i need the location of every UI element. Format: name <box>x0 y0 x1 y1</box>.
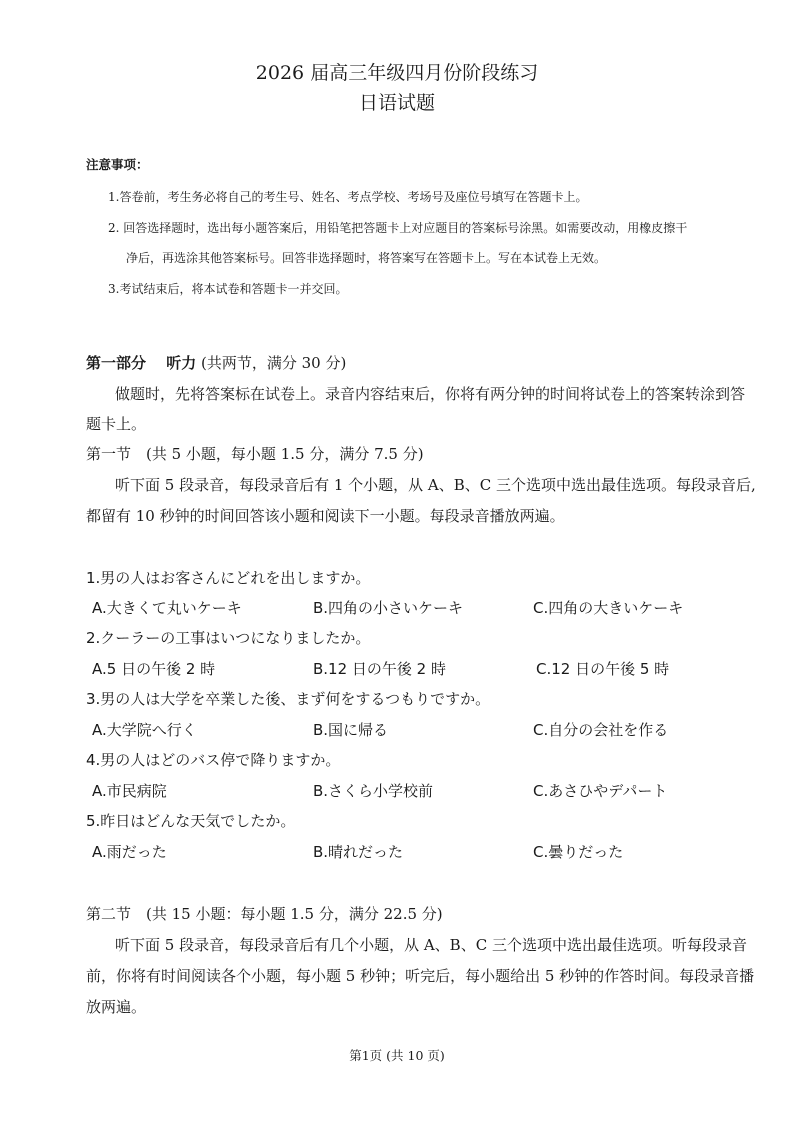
page-number: 第1页 (共 10 页) <box>349 1048 445 1063</box>
question-4-option-a: A.市民病院 <box>92 782 167 800</box>
section2-instruction-line-1: 听下面 5 段录音，每段录音后有几个小题，从 A、B、C 三个选项中选出最佳选项。听每段录音 <box>115 936 747 954</box>
notice-item-1: 1.答卷前，考生务必将自己的考生号、姓名、考点学校、考场号及座位号填写在答题卡上。 <box>108 190 588 204</box>
question-2-option-a: A.5 日の午後 2 時 <box>92 660 216 678</box>
part1-instruction-line-1: 做题时，先将答案标在试卷上。录音内容结束后，你将有两分钟的时间将试卷上的答案转涂到答 <box>115 385 746 403</box>
notice-heading: 注意事项： <box>86 157 149 172</box>
question-5-option-a: A.雨だった <box>92 843 167 861</box>
section1-instruction-line-2: 都留有 10 秒钟的时间回答该小题和阅读下一小题。每段录音播放两遍。 <box>86 507 565 525</box>
question-3: 3.男の人は大学を卒業した後、まず何をするつもりですか。 <box>86 690 491 708</box>
section2-heading: 第二节 (共 15 小题：每小题 1.5 分，满分 22.5 分) <box>86 905 443 923</box>
question-2-option-c: C.12 日の午後 5 時 <box>536 660 670 678</box>
question-1: 1.男の人はお客さんにどれを出しますか。 <box>86 569 371 587</box>
section2-instruction-line-3: 放两遍。 <box>86 998 147 1016</box>
exam-title: 2026 届高三年级四月份阶段练习 <box>255 62 539 84</box>
section1-heading: 第一节 (共 5 小题，每小题 1.5 分，满分 7.5 分) <box>86 445 424 463</box>
notice-item-2-line-1: 2. 回答选择题时，选出每小题答案后，用铅笔把答题卡上对应题目的答案标号涂黑。如需要改动，用橡皮擦干 <box>108 221 688 235</box>
section1-instruction-line-1: 听下面 5 段录音，每段录音后有 1 个小题，从 A、B、C 三个选项中选出最佳选项。每段录音后, <box>115 476 756 494</box>
part1-heading <box>86 352 346 373</box>
question-2: 2.クーラーの工事はいつになりましたか。 <box>86 629 371 647</box>
question-1-option-a: A.大きくて丸いケーキ <box>92 599 242 617</box>
part1-instruction-line-2: 题卡上。 <box>86 415 147 433</box>
notice-item-3: 3.考试结束后，将本试卷和答题卡一并交回。 <box>108 282 348 296</box>
question-3-option-a: A.大学院へ行く <box>92 721 197 739</box>
question-3-option-c: C.自分の会社を作る <box>533 721 669 739</box>
question-1-option-c: C.四角の大きいケーキ <box>533 599 684 617</box>
question-4-option-c: C.あさひやデパート <box>533 782 668 800</box>
part1-heading-score: (共两节，满分 30 分) <box>201 354 347 372</box>
section2-instruction-line-2: 前，你将有时间阅读各个小题，每小题 5 秒钟；听完后，每小题给出 5 秒钟的作答时间。每段录音播 <box>86 967 755 985</box>
question-5-option-c: C.曇りだった <box>533 843 624 861</box>
question-3-option-b: B.国に帰る <box>313 721 389 739</box>
question-4-option-b: B.さくら小学校前 <box>313 782 434 800</box>
question-1-option-b: B.四角の小さいケーキ <box>313 599 464 617</box>
question-2-option-b: B.12 日の午後 2 時 <box>313 660 446 678</box>
exam-subject-title: 日语试题 <box>358 92 435 114</box>
part1-heading-title: 第一部分 听力 <box>86 354 197 372</box>
question-4: 4.男の人はどのバス停で降りますか。 <box>86 751 341 769</box>
question-5: 5.昨日はどんな天気でしたか。 <box>86 812 296 830</box>
notice-item-2-line-2: 净后，再选涂其他答案标号。回答非选择题时，将答案写在答题卡上。写在本试卷上无效。 <box>126 251 607 265</box>
question-5-option-b: B.晴れだった <box>313 843 404 861</box>
